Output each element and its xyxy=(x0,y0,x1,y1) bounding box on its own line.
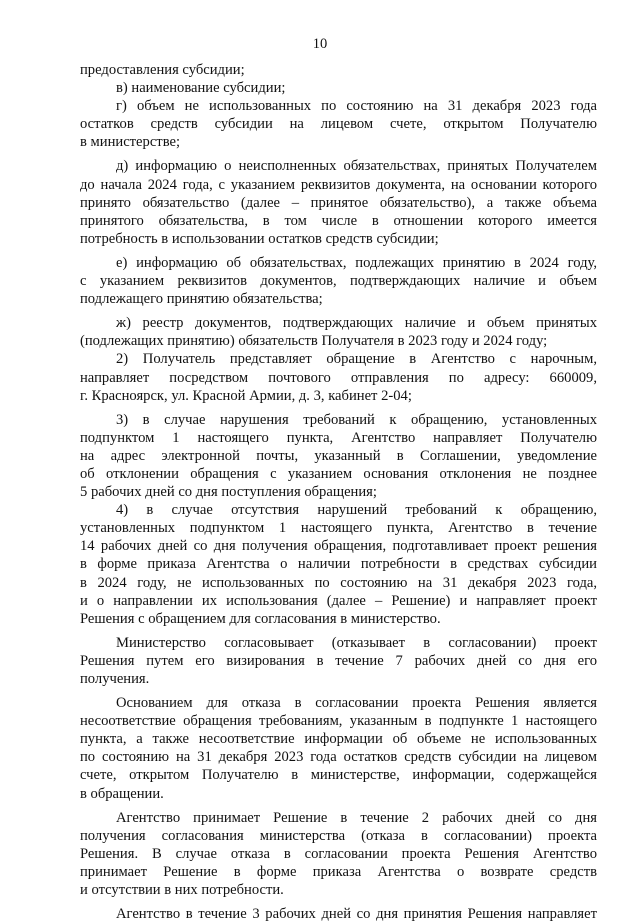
text-line: в обращении. xyxy=(80,785,164,802)
text-line: д) информацию о неисполненных обязательствах, принятых Получателем xyxy=(116,158,597,175)
text-line: Агентство принимает Решение в течение 2 рабочих дней со дня xyxy=(116,809,597,826)
page-number: 10 xyxy=(312,36,328,52)
text-line: в министерстве; xyxy=(80,134,181,151)
text-line: в 2024 году, не использованных по состоянию на 31 декабря 2023 года, xyxy=(80,574,597,591)
text-line: принятого обязательства, в том числе в отношении которого имеется xyxy=(80,212,597,229)
text-line: потребность в использовании остатков средств субсидии; xyxy=(80,230,439,247)
text-line: получения согласования министерства (отказа в согласовании) проекта xyxy=(80,827,597,844)
text-line: подпунктом 1 настоящего пункта, Агентство направляет Получателю xyxy=(80,429,597,446)
text-line: установленных подпунктом 1 настоящего пункта, Агентство в течение xyxy=(80,520,597,537)
text-line: счете, открытом Получателю в министерстве, информации, содержащейся xyxy=(80,767,597,784)
text-line: ж) реестр документов, подтверждающих наличие и объем принятых xyxy=(116,315,597,332)
document-body xyxy=(80,61,597,923)
text-line: Министерство согласовывает (отказывает в согласовании) проект xyxy=(116,634,597,651)
text-line: по состоянию на 31 декабря 2023 года остатков средств субсидии на лицевом xyxy=(80,749,597,766)
text-line: предоставления субсидии; xyxy=(80,62,245,78)
text-line: е) информацию об обязательствах, подлежащих принятию в 2024 году, xyxy=(116,254,597,271)
text-line: и отсутствии в них потребности. xyxy=(80,882,284,899)
text-line: 3) в случае нарушения требований к обращению, установленных xyxy=(116,411,597,428)
text-line: до начала 2024 года, с указанием реквизитов документа, на основании которого xyxy=(80,176,597,193)
text-line: об отклонении обращения с указанием основания отклонения не позднее xyxy=(80,465,597,482)
text-line: подлежащего принятию обязательства; xyxy=(80,291,323,308)
text-line: с указанием реквизитов документов, подтверждающих наличие и объем xyxy=(80,273,597,290)
text-line: направляет посредством почтового отправления по адресу: 660009, xyxy=(80,369,597,386)
text-line: (подлежащих принятию) обязательств Получателя в 2023 году и 2024 году; xyxy=(80,333,548,350)
text-line: Решения. В случае отказа в согласовании проекта Решения Агентство xyxy=(80,845,597,862)
text-line: Решения путем его визирования в течение 7 рабочих дней со дня его xyxy=(80,652,597,669)
text-line: и о направлении их использования (далее – Решение) и направляет проект xyxy=(80,592,597,609)
text-line: 14 рабочих дней со дня получения обращения, подготавливает проект решения xyxy=(80,538,597,555)
text-line: остатков средств субсидии на лицевом счете, открытом Получателю xyxy=(80,116,597,133)
text-line: Основанием для отказа в согласовании проекта Решения является xyxy=(116,695,597,712)
text-line: получения. xyxy=(80,671,150,687)
text-line: принято обязательство (далее – принятое обязательство), а также объема xyxy=(80,194,597,211)
text-line: на адрес электронной почты, указанный в Соглашении, уведомление xyxy=(80,447,597,464)
text-line: Решения с обращением для согласования в министерство. xyxy=(80,610,441,627)
text-line: в форме приказа Агентства о наличии потребности в средствах субсидии xyxy=(80,556,597,573)
text-line: пункта, а также несоответствие информации об объеме не использованных xyxy=(80,731,597,748)
text-line: 5 рабочих дней со дня поступления обращения; xyxy=(80,484,377,501)
text-line: принимает Решение в форме приказа Агентства о возврате средств xyxy=(80,863,597,880)
text-line: несоответствие обращения требованиям, указанным в подпункте 1 настоящего xyxy=(80,713,597,730)
text-line: 4) в случае отсутствия нарушений требований к обращению, xyxy=(116,502,597,519)
text-line: г) объем не использованных по состоянию на 31 декабря 2023 года xyxy=(116,98,597,115)
text-line: 2) Получатель представляет обращение в Агентство с нарочным, xyxy=(116,351,597,368)
text-line: г. Красноярск, ул. Красной Армии, д. 3, кабинет 2-04; xyxy=(80,387,412,404)
text-line: Агентство в течение 3 рабочих дней со дня принятия Решения направляет xyxy=(116,906,597,923)
text-line: в) наименование субсидии; xyxy=(116,80,286,97)
